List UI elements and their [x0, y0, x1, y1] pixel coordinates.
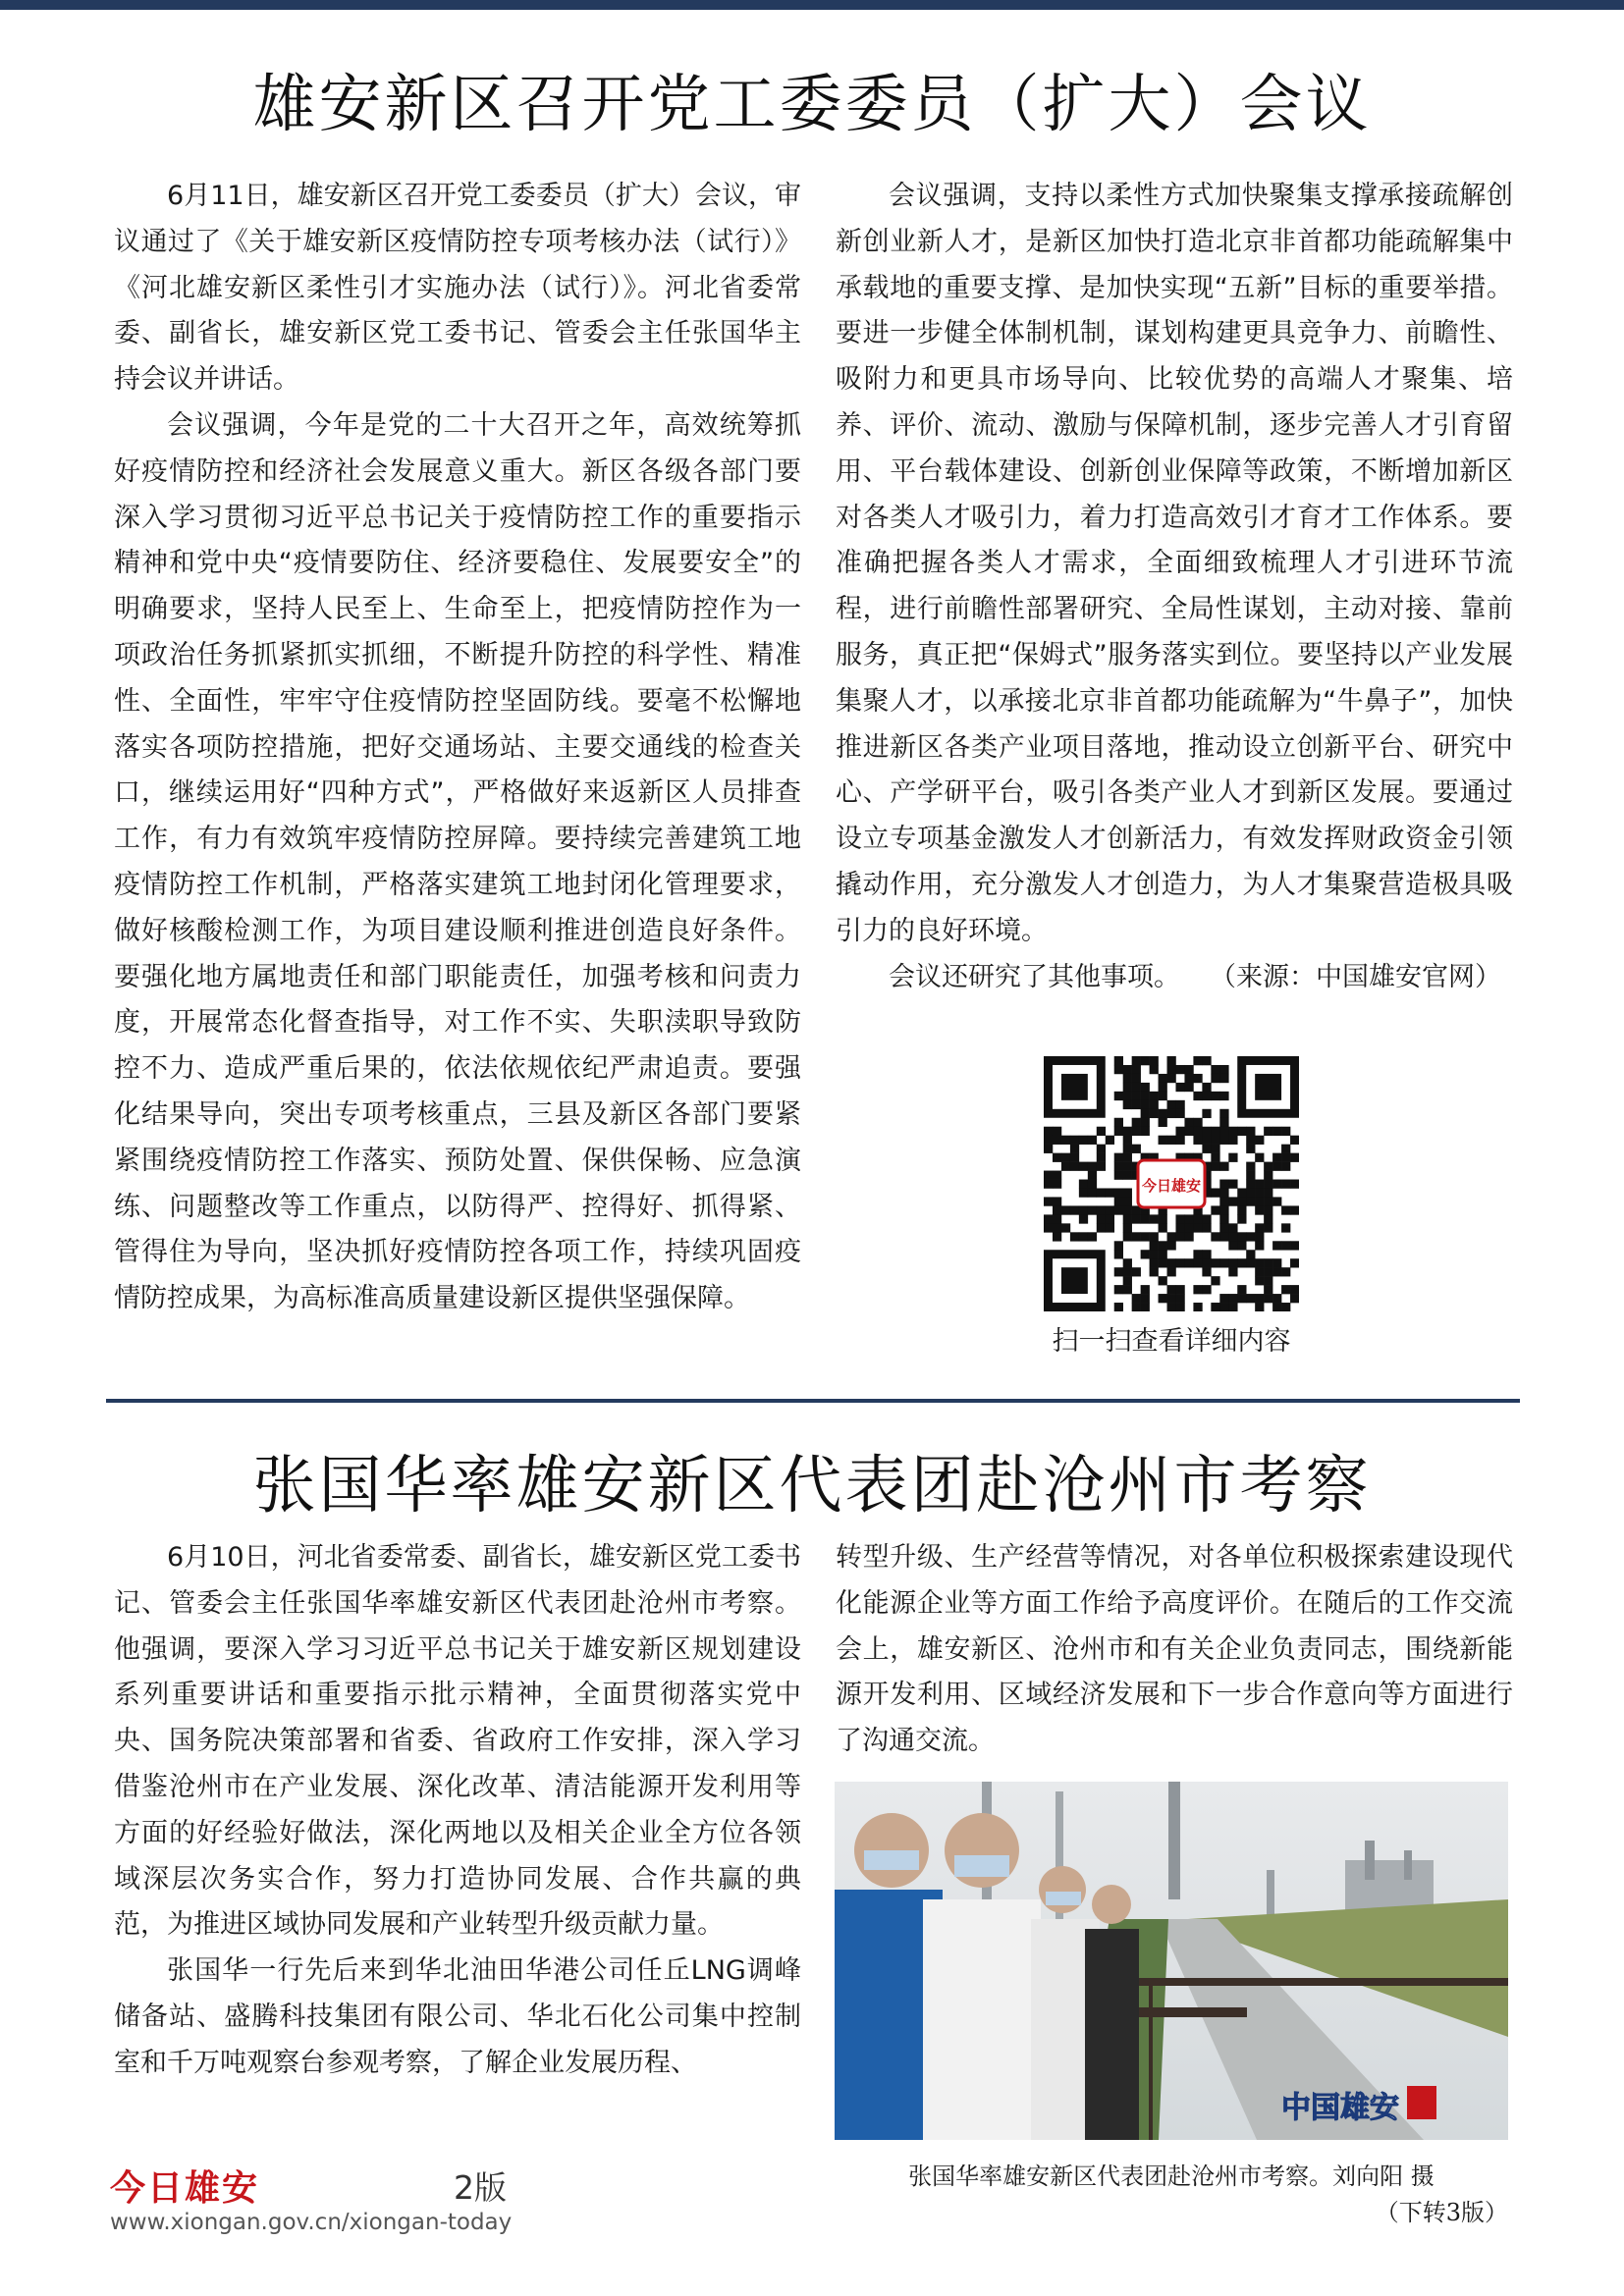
photo-illustration	[835, 1782, 1508, 2140]
footer-url[interactable]: www.xiongan.gov.cn/xiongan-today	[110, 2210, 513, 2235]
paragraph: 会议强调，今年是党的二十大召开之年，高效统筹抓好疫情防控和经济社会发展意义重大。新区各级各部门要深入学习贯彻习近平总书记关于疫情防控工作的重要指示精神和党中央“疫情要防住、经济要稳住、发展要安全”的明确要求，坚持人民至上、生命至上，把疫情防控作为一项政治任务抓紧抓实抓细，不断提升防控的科学性、精准性、全面性，牢牢守住疫情防控坚固防线。要毫不松懈地落实各项防控措施，把好交通场站、主要交通线的检查关口，继续运用好“四种方式”，严格做好来返新区人员排查工作，有力有效筑牢疫情防控屏障。要持续完善建筑工地疫情防控工作机制，严格落实建筑工地封闭化管理要求，做好核酸检测工作，为项目建设顺利推进创造良好条件。要强化地方属地责任和部门职能责任，加强考核和问责力度，开展常态化督查指导，对工作不实、失职渎职导致防控不力、造成严重后果的，依法依规依纪严肃追责。要强化结果导向，突出专项考核重点，三县及新区各部门要紧紧围绕疫情防控工作落实、预防处置、保供保畅、应急演练、问题整改等工作重点，以防得严、控得好、抓得紧、管得住为导向，坚决抓好疫情防控各项工作，持续巩固疫情防控成果，为高标准高质量建设新区提供坚强保障。	[114, 409, 801, 1314]
page-number: 2版	[454, 2168, 507, 2207]
closing-line	[836, 955, 1513, 1001]
qr-logo-label: 今日雄安	[1141, 1177, 1202, 1195]
paragraph: 转型升级、生产经营等情况，对各单位积极探索建设现代化能源企业等方面工作给予高度评价。在随后的工作交流会上，雄安新区、沧州市和有关企业负责同志，围绕新能源开发利用、区域经济发展和下一步合作意向等方面进行了沟通交流。	[836, 1542, 1513, 1757]
photo-caption: 张国华率雄安新区代表团赴沧州市考察。刘向阳 摄	[908, 2163, 1435, 2190]
publication-logo: 今日雄安	[110, 2167, 260, 2209]
paragraph: 张国华一行先后来到华北油田华港公司任丘LNG调峰储备站、盛腾科技集团有限公司、华北石化公司集中控制室和千万吨观察台参观考察，了解企业发展历程、	[114, 1955, 801, 2078]
article1-right-column	[836, 174, 1513, 1000]
photo-watermark: 中国雄安	[1281, 2091, 1399, 2125]
news-photo	[835, 1782, 1508, 2140]
paragraph: 6月10日，河北省委常委、副省长，雄安新区党工委书记、管委会主任张国华率雄安新区代表团赴沧州市考察。他强调，要深入学习习近平总书记关于雄安新区规划建设系列重要讲话和重要指示批示精神，全面贯彻落实党中央、国务院决策部署和省委、省政府工作安排，深入学习借鉴沧州市在产业发展、深化改革、清洁能源开发利用等方面的好经验好做法，深化两地以及相关企业全方位各领域深层次务实合作，努力打造协同发展、合作共赢的典范，为推进区域协同发展和产业转型升级贡献力量。	[114, 1542, 801, 1941]
source-credit: （来源：中国雄安官网）	[1210, 961, 1501, 992]
top-border-bar	[0, 0, 1624, 10]
section-divider	[106, 1399, 1520, 1403]
qr-code[interactable]	[1044, 1056, 1299, 1311]
qr-caption: 扫一扫查看详细内容	[1052, 1326, 1291, 1357]
article2-headline: 张国华率雄安新区代表团赴沧州市考察	[252, 1450, 1372, 1522]
paragraph: 会议强调，支持以柔性方式加快聚集支撑承接疏解创新创业新人才，是新区加快打造北京非首都功能疏解集中承载地的重要支撑、是加快实现“五新”目标的重要举措。要进一步健全体制机制，谋划构建更具竞争力、前瞻性、吸附力和更具市场导向、比较优势的高端人才聚集、培养、评价、流动、激励与保障机制，逐步完善人才引育留用、平台载体建设、创新创业保障等政策，不断增加新区对各类人才吸引力，着力打造高效引才育才工作体系。要准确把握各类人才需求，全面细致梳理人才引进环节流程，进行前瞻性部署研究、全局性谋划，主动对接、靠前服务，真正把“保姆式”服务落实到位。要坚持以产业发展集聚人才，以承接北京非首都功能疏解为“牛鼻子”，加快推进新区各类产业项目落地，推动设立创新平台、研究中心、产学研平台，吸引各类产业人才到新区发展。要通过设立专项基金激发人才创新活力，有效发挥财政资金引领撬动作用，充分激发人才创造力，为人才集聚营造极具吸引力的良好环境。	[836, 181, 1513, 946]
qr-code-graphic	[1044, 1056, 1299, 1311]
closing-text: 会议还研究了其他事项。	[889, 961, 1180, 992]
article1-left-column	[114, 174, 801, 1322]
article2-left-column	[114, 1535, 801, 2087]
article1-headline: 雄安新区召开党工委委员（扩大）会议	[252, 69, 1372, 141]
paragraph: 6月11日，雄安新区召开党工委委员（扩大）会议，审议通过了《关于雄安新区疫情防控专项考核办法（试行）》《河北雄安新区柔性引才实施办法（试行）》。河北省委常委、副省长，雄安新区党工委书记、管委会主任张国华主持会议并讲话。	[114, 181, 801, 396]
article2-right-column	[836, 1535, 1513, 1765]
continued-note: （下转3版）	[1375, 2199, 1508, 2226]
